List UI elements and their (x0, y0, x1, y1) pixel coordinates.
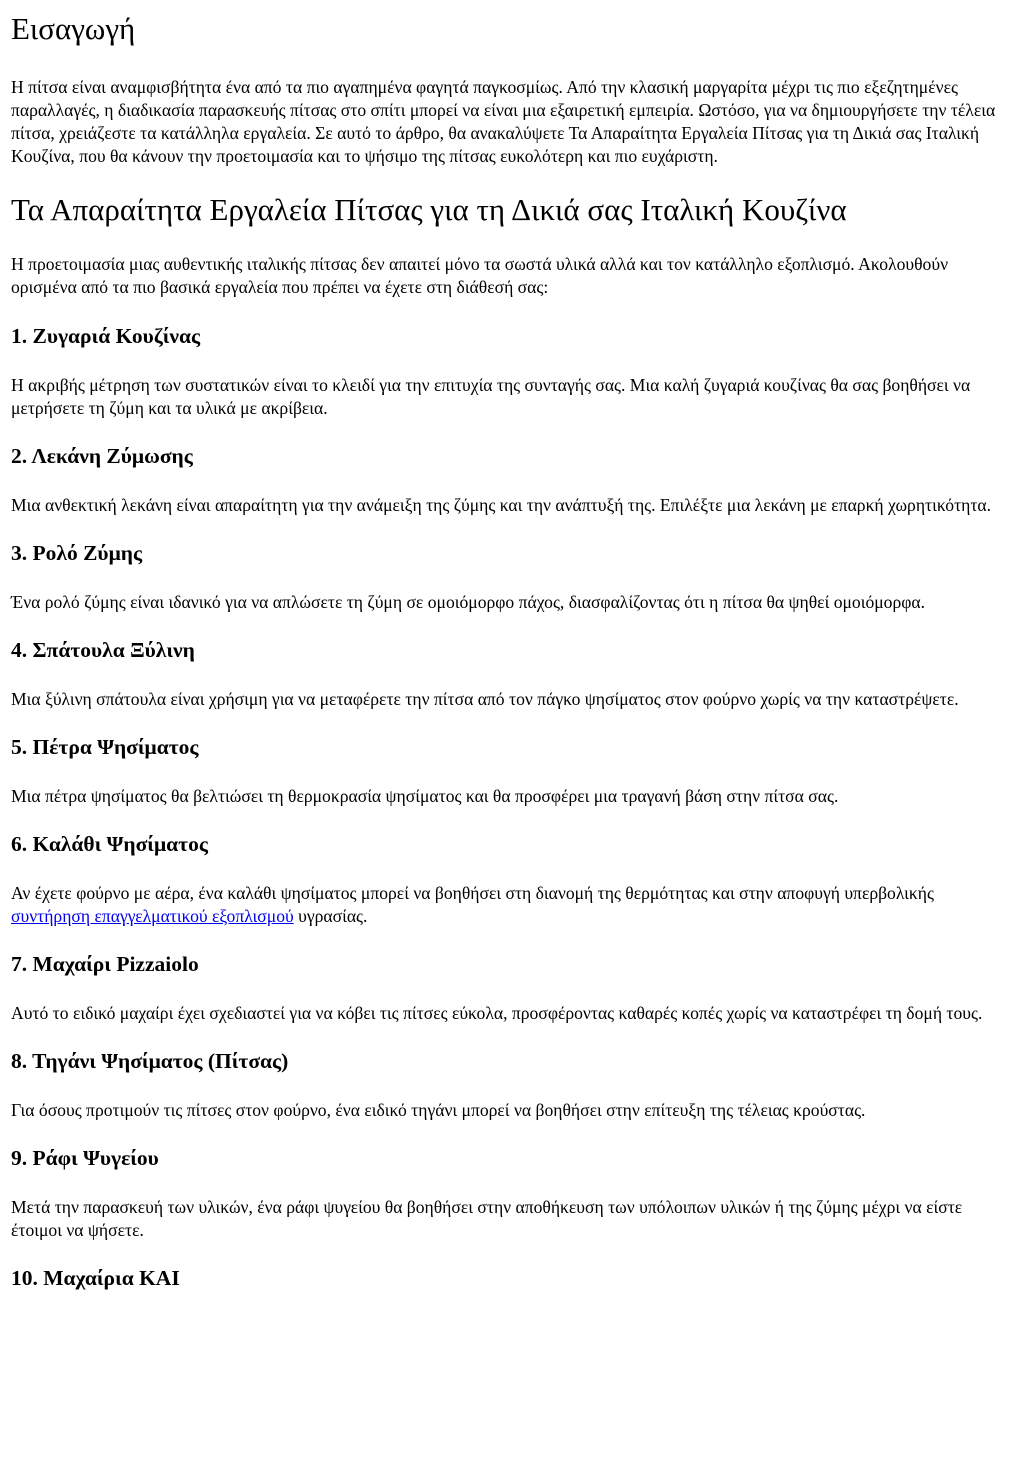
tool-text-spatula: Μια ξύλινη σπάτουλα είναι χρήσιμη για να μεταφέρετε την πίτσα από τον πάγκο ψησίματος στον φούρνο χωρίς να την καταστρέψετε. (11, 689, 959, 709)
tool-text-baking-stone: Μια πέτρα ψησίματος θα βελτιώσει τη θερμοκρασία ψησίματος και θα προσφέρει μια τραγανή βάση στην πίτσα σας. (11, 786, 839, 806)
tool-text-before-link: Αν έχετε φούρνο με αέρα, ένα καλάθι ψησίματος μπορεί να βοηθήσει στη διανομή της θερμότητας και στην αποφυγή υπερβολικής (11, 883, 934, 903)
tool-text-fridge-shelf: Μετά την παρασκευή των υλικών, ένα ράφι ψυγείου θα βοηθήσει στην αποθήκευση των υπόλοιπων υλικών ή της ζύμης μέχρι να είστε έτοιμοι να ψήσετε. (11, 1197, 963, 1240)
tool-heading-bowl: 2. Λεκάνη Ζύμωσης (11, 444, 193, 468)
tool-text-bowl: Μια ανθεκτική λεκάνη είναι απαραίτητη για την ανάμειξη της ζύμης και την ανάπτυξή της. Επιλέξτε μια λεκάνη με επαρκή χωρητικότητα. (11, 495, 992, 515)
tool-text-pizza-knife: Αυτό το ειδικό μαχαίρι έχει σχεδιαστεί για να κόβει τις πίτσες εύκολα, προσφέροντας καθαρές κοπές χωρίς να καταστρέφει τη δομή τους. (11, 1003, 983, 1023)
tool-text-scale: Η ακριβής μέτρηση των συστατικών είναι το κλειδί για την επιτυχία της συνταγής σας. Μια καλή ζυγαριά κουζίνας θα σας βοηθήσει να μετρήσετε τη ζύμη και τα υλικά με ακρίβεια. (11, 375, 971, 418)
tool-heading-pizza-knife: 7. Μαχαίρι Pizzaiolo (11, 952, 199, 976)
article (0, 11, 1024, 1291)
tool-text-baking-basket (11, 882, 1014, 928)
tool-heading-spatula: 4. Σπάτουλα Ξύλινη (11, 638, 195, 662)
intro-heading: Εισαγωγή (11, 11, 136, 46)
tool-heading-pizza-pan: 8. Τηγάνι Ψησίματος (Πίτσας) (11, 1049, 289, 1073)
tool-text-rolling-pin: Ένα ρολό ζύμης είναι ιδανικό για να απλώσετε τη ζύμη σε ομοιόμορφο πάχος, διασφαλίζοντας ότι η πίτσα θα ψηθεί ομοιόμορφα. (11, 592, 926, 612)
tool-heading-scale: 1. Ζυγαριά Κουζίνας (11, 324, 201, 348)
tool-text-pizza-pan: Για όσους προτιμούν τις πίτσες στον φούρνο, ένα ειδικό τηγάνι μπορεί να βοηθήσει στην επίτευξη της τέλειας κρούστας. (11, 1100, 866, 1120)
tool-heading-knives: 10. Μαχαίρια ΚΑΙ (11, 1266, 180, 1290)
equipment-maintenance-link[interactable]: συντήρηση επαγγελματικού εξοπλισμού (11, 906, 294, 926)
tool-heading-fridge-shelf: 9. Ράφι Ψυγείου (11, 1146, 159, 1170)
main-paragraph: Η προετοιμασία μιας αυθεντικής ιταλικής πίτσας δεν απαιτεί μόνο τα σωστά υλικά αλλά και τον κατάλληλο εξοπλισμό. Ακολουθούν ορισμένα από τα πιο βασικά εργαλεία που πρέπει να έχετε στη διάθεσή σας: (11, 254, 949, 297)
tool-heading-rolling-pin: 3. Ρολό Ζύμης (11, 541, 143, 565)
tool-heading-baking-basket: 6. Καλάθι Ψησίματος (11, 832, 208, 856)
intro-paragraph: Η πίτσα είναι αναμφισβήτητα ένα από τα πιο αγαπημένα φαγητά παγκοσμίως. Από την κλασική μαργαρίτα μέχρι τις πιο εξεζητημένες παραλλαγές, η διαδικασία παρασκευής πίτσας στο σπίτι μπορεί να είναι μια εξαιρετική εμπειρία. Ωστόσο, για να δημιουργήσετε την τέλεια πίτσα, χρειάζεστε τα κατάλληλα εργαλεία. Σε αυτό το άρθρο, θα ανακαλύψετε Τα Απαραίτητα Εργαλεία Πίτσας για τη Δικιά σας Ιταλική Κουζίνα, που θα κάνουν την προετοιμασία και το ψήσιμο της πίτσας ευκολότερη και πιο ευχάριστη. (11, 77, 996, 166)
tool-heading-baking-stone: 5. Πέτρα Ψησίματος (11, 735, 199, 759)
tool-text-after-link: υγρασίας. (293, 906, 368, 926)
main-heading: Τα Απαραίτητα Εργαλεία Πίτσας για τη Δικιά σας Ιταλική Κουζίνα (11, 192, 847, 227)
